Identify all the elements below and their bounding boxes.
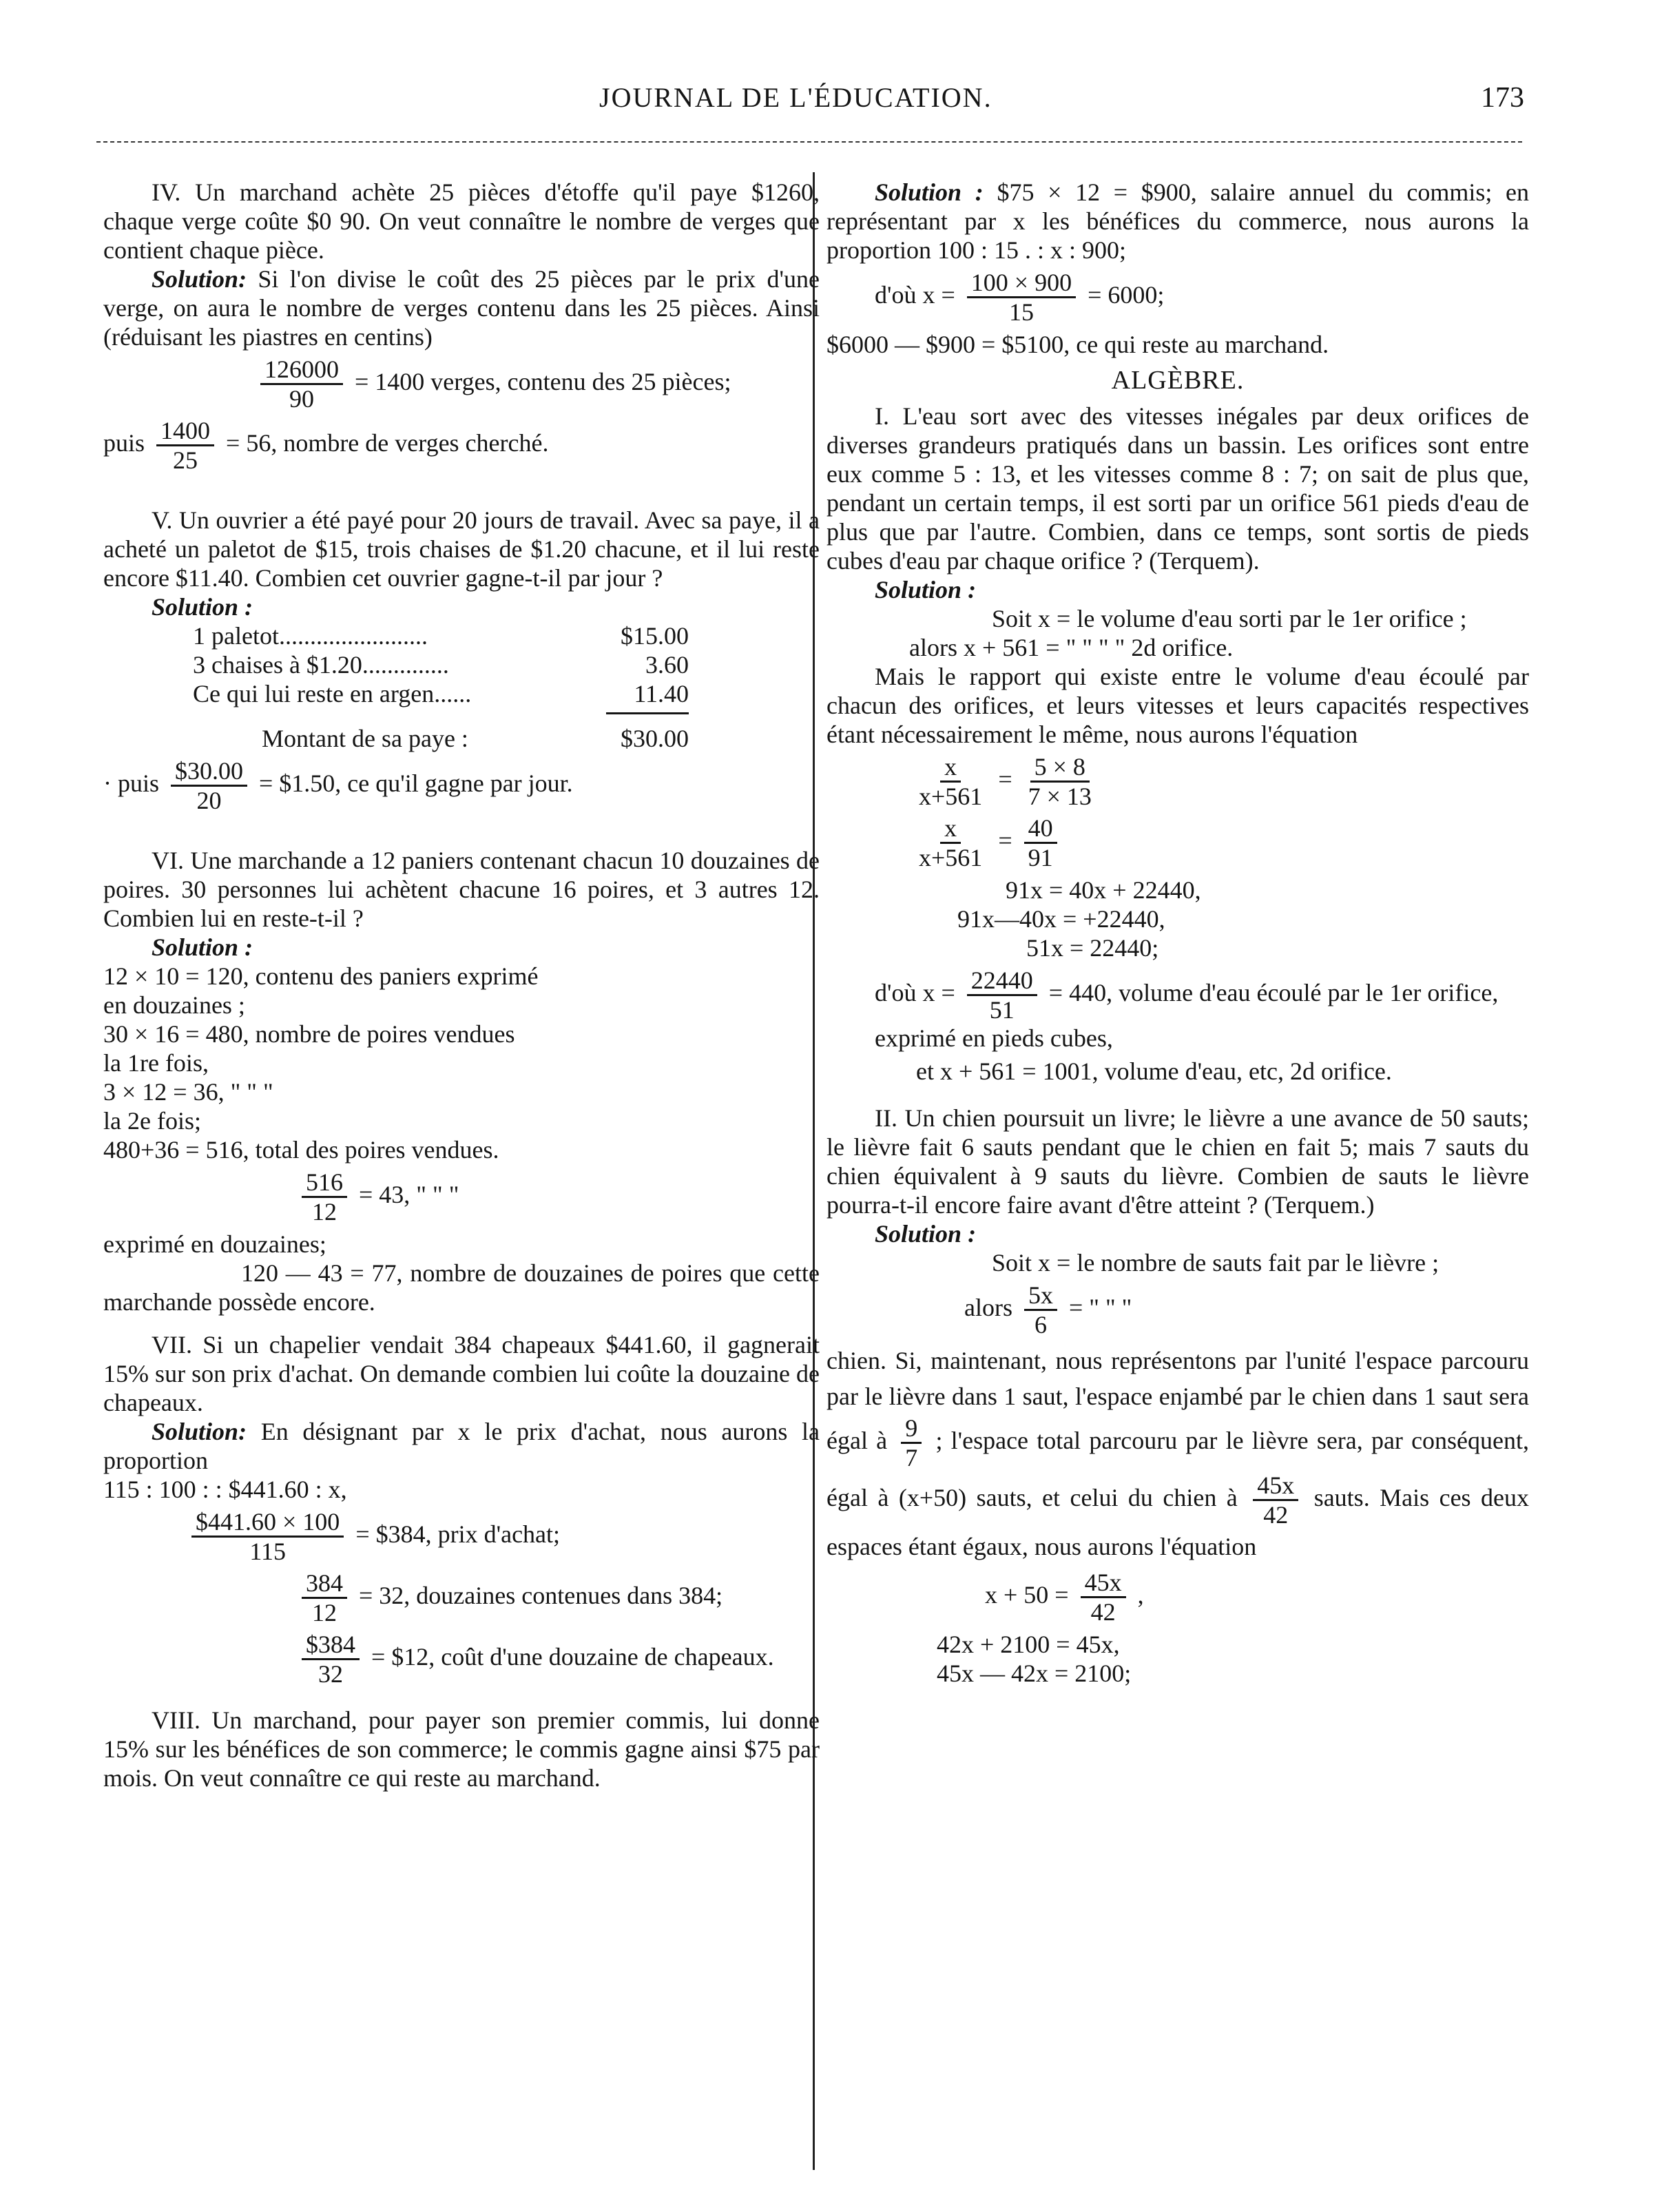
equation-text: = $12, coût d'une douzaine de chapeaux. xyxy=(371,1642,774,1671)
denominator: 115 xyxy=(249,1538,286,1565)
explanation-text: chien. Si, maintenant, nous représentons par l'unité l'espace parcouru par le lièvre dans 1 saut, l'espace enjambé par le chien dans 1 saut sera égal à xyxy=(826,1347,1529,1454)
calc-line: et x + 561 = 1001, volume d'eau, etc, 2d orifice. xyxy=(916,1057,1392,1085)
algebra-problem-2: II. Un chien poursuit un livre; le lièvre a une avance de 50 sauts; le lièvre fait 6 sauts pendant que le chien en fait 5; mais 7 sauts du chien équivalent à 9 sauts du lièvre. Combien de sauts le lièvre pourra-t-il encore faire avant d'être atteint ? (Terquem.) xyxy=(826,1104,1529,1219)
numerator: 516 xyxy=(302,1168,347,1198)
algebra-1-explanation: Mais le rapport qui existe entre le volume d'eau écoulé par chacun des orifices, et leurs vitesses et leurs capacités respectives étant nécessairement le même, nous aurons l'équation xyxy=(826,663,1529,748)
explanation-text: ; l'espace total parcouru par le lièvre sera, par conséquent, égal à (x+50) sauts, et celui du chien à xyxy=(826,1426,1530,1511)
calc-line: Soit x = le nombre de sauts fait par le lièvre ; xyxy=(992,1249,1439,1276)
equation xyxy=(909,814,1529,871)
fraction xyxy=(260,355,343,413)
calc-line: 45x — 42x = 2100; xyxy=(937,1660,1132,1687)
denominator: 51 xyxy=(989,996,1015,1024)
expense-total-row xyxy=(193,724,689,753)
numerator: $441.60 × 100 xyxy=(191,1508,344,1538)
equation-prefix: puis xyxy=(103,428,145,457)
calc-line: exprimé en douzaines; xyxy=(103,1230,326,1258)
solution-label: Solution : xyxy=(875,1220,977,1248)
problem-6: VI. Une marchande a 12 paniers contenant chacun 10 douzaines de poires. 30 personnes lui achètent chacune 16 poires, et 3 autres 12. Combien lui en reste-t-il ? xyxy=(103,847,820,932)
equation-text: = $384, prix d'achat; xyxy=(355,1520,561,1548)
expense-row xyxy=(193,621,689,650)
calc-line: 3 × 12 = 36, " " " xyxy=(103,1078,273,1106)
expense-value: $15.00 xyxy=(621,622,689,650)
expense-table xyxy=(193,621,689,753)
equation-text: = 6000; xyxy=(1088,280,1165,309)
equation-text: = 56, nombre de verges cherché. xyxy=(226,428,549,457)
solution-text: Si l'on divise le coût des 25 pièces par le prix d'une verge, on aura le nombre de verges contenu dans les 25 pièces. Ainsi (réduisant les piastres en centins) xyxy=(103,265,820,351)
fraction xyxy=(1081,1569,1126,1626)
equation-prefix: alors xyxy=(964,1293,1012,1321)
fraction xyxy=(1253,1471,1298,1529)
problem-5: V. Un ouvrier a été payé pour 20 jours de travail. Avec sa paye, il a acheté un paletot de $15, trois chaises de $1.20 chacune, et il lui reste encore $11.40. Combien cet ouvrier gagne-t-il par jour ? xyxy=(103,506,820,592)
algebra-1-solution-label xyxy=(826,575,1529,604)
calc-line: alors x + 561 = " " " " 2d orifice. xyxy=(909,634,1234,661)
equation-text: = $1.50, ce qu'il gagne par jour. xyxy=(259,769,573,797)
equation xyxy=(875,967,1529,1053)
equation xyxy=(255,355,820,413)
expense-value: 11.40 xyxy=(634,680,689,707)
equation xyxy=(985,1569,1529,1626)
page-number: 173 xyxy=(1481,82,1524,114)
fraction xyxy=(302,1168,347,1226)
explanation-text: sauts. Mais ces deux espaces étant égaux, nous aurons l'équation xyxy=(826,1483,1530,1560)
equation-prefix: · puis xyxy=(103,769,159,797)
problem-7: VII. Si un chapelier vendait 384 chapeaux $441.60, il gagnerait 15% sur son prix d'achat. On demande combien lui coûte la douzaine de chapeaux. xyxy=(103,1331,820,1416)
total-label: Montant de sa paye : xyxy=(262,725,468,752)
numerator: 9 xyxy=(901,1414,922,1444)
denominator: 32 xyxy=(318,1660,343,1688)
solution-label: Solution: xyxy=(152,265,247,293)
calc-line: en douzaines ; xyxy=(103,991,245,1019)
solution-label: Solution : xyxy=(152,593,253,621)
equation-prefix: d'où x = xyxy=(875,978,955,1006)
equation-text: = 43, " " " xyxy=(359,1180,459,1208)
sum-rule xyxy=(606,712,689,724)
right-column xyxy=(826,178,1529,1688)
header-rule xyxy=(96,141,1522,143)
problem-5-solution-label xyxy=(103,592,820,621)
journal-title: JOURNAL DE L'ÉDUCATION. xyxy=(599,82,992,113)
calc-line: 480+36 = 516, total des poires vendues. xyxy=(103,1136,499,1164)
solution-label: Solution : xyxy=(875,576,977,603)
fraction xyxy=(967,269,1076,326)
left-column xyxy=(103,178,820,1792)
equals-sign: = xyxy=(998,826,1012,854)
problem-6-solution-label xyxy=(103,933,820,962)
equation xyxy=(186,1508,820,1565)
fraction xyxy=(191,1508,344,1565)
numerator: 22440 xyxy=(967,967,1037,996)
expense-value: 3.60 xyxy=(645,651,689,679)
problem-8: VIII. Un marchand, pour payer son premier commis, lui donne 15% sur les bénéfices de son commerce; le commis gagne ainsi $75 par mois. On veut connaître ce qui reste au marchand. xyxy=(103,1706,820,1792)
solution-label: Solution : xyxy=(875,178,984,206)
expense-label: 3 chaises à $1.20.............. xyxy=(193,651,449,679)
denominator: 6 xyxy=(1034,1311,1047,1338)
solution-label: Solution : xyxy=(152,933,253,961)
fraction xyxy=(901,1414,922,1471)
equation xyxy=(296,1631,820,1688)
problem-4: IV. Un marchand achète 25 pièces d'étoffe qu'il paye $1260, chaque verge coûte $0 90. On veut connaître le nombre de verges que contient chaque pièce. xyxy=(103,178,820,264)
calc-line: 12 × 10 = 120, contenu des paniers exprimé xyxy=(103,962,539,990)
equation-prefix: d'où x = xyxy=(875,280,955,309)
total-value: $30.00 xyxy=(621,725,689,752)
denominator: 20 xyxy=(196,787,222,814)
expense-row xyxy=(193,679,689,708)
numerator: 40 xyxy=(1024,814,1057,844)
equation-text: = 440, volume d'eau écoulé par le 1er orifice, exprimé en pieds cubes, xyxy=(875,978,1499,1052)
numerator: x xyxy=(940,814,961,844)
numerator: 45x xyxy=(1081,1569,1126,1598)
calc-line: $6000 — $900 = $5100, ce qui reste au marchand. xyxy=(826,331,1329,358)
algebra-problem-1: I. L'eau sort avec des vitesses inégales par deux orifices de diverses grandeurs pratiqués dans un bassin. Les orifices sont entre eux comme 5 : 13, et les vitesses comme 8 : 7; on sait de plus que, pendant un certain temps, il est sorti par un orifice 561 pieds d'eau de plus que par l'autre. Combien, dans ce temps, sont sortis de pieds cubes d'eau par chaque orifice ? (Terquem). xyxy=(826,402,1529,575)
calc-line: 42x + 2100 = 45x, xyxy=(937,1631,1120,1658)
problem-8-solution xyxy=(826,178,1529,265)
equation-text: = " " " xyxy=(1068,1293,1132,1321)
numerator: x xyxy=(940,753,961,783)
equation-suffix: , xyxy=(1137,1580,1144,1609)
fraction xyxy=(1024,753,1096,810)
equation-prefix: x + 50 = xyxy=(985,1580,1069,1609)
fraction xyxy=(1024,1281,1057,1338)
equation xyxy=(964,1281,1529,1338)
calc-line: la 2e fois; xyxy=(103,1107,201,1135)
numerator: 5 × 8 xyxy=(1030,753,1090,783)
expense-label: Ce qui lui reste en argen...... xyxy=(193,680,472,707)
numerator: 384 xyxy=(302,1569,347,1599)
numerator: 126000 xyxy=(260,355,343,385)
fraction xyxy=(302,1631,360,1688)
algebra-2-solution-label xyxy=(826,1219,1529,1248)
denominator: 90 xyxy=(289,385,314,413)
numerator: 5x xyxy=(1024,1281,1057,1311)
fraction xyxy=(1024,814,1057,871)
fraction xyxy=(967,967,1037,1024)
calc-line: Soit x = le volume d'eau sorti par le 1er orifice ; xyxy=(992,605,1467,632)
calc-line: 51x = 22440; xyxy=(1026,934,1159,962)
algebra-2-explanation xyxy=(826,1343,1529,1564)
numerator: 100 × 900 xyxy=(967,269,1076,298)
equals-sign: = xyxy=(998,765,1012,793)
denominator: 12 xyxy=(312,1599,337,1626)
expense-label: 1 paletot........................ xyxy=(193,622,428,650)
section-heading-algebra: ALGÈBRE. xyxy=(1111,366,1245,395)
denominator: 91 xyxy=(1028,844,1053,871)
equation xyxy=(296,1168,820,1226)
equation xyxy=(296,1569,820,1626)
denominator: 7 × 13 xyxy=(1028,783,1092,810)
denominator: 12 xyxy=(312,1198,337,1226)
calc-line: 30 × 16 = 480, nombre de poires vendues xyxy=(103,1020,515,1048)
calc-line: 120 — 43 = 77, nombre de douzaines de poires que cette marchande possède encore. xyxy=(103,1259,820,1316)
calc-line: 91x = 40x + 22440, xyxy=(1006,876,1201,904)
fraction xyxy=(156,417,214,474)
fraction xyxy=(302,1569,347,1626)
problem-7-solution xyxy=(103,1417,820,1475)
denominator: x+561 xyxy=(919,844,983,871)
fraction xyxy=(171,757,247,814)
denominator: 42 xyxy=(1263,1501,1289,1529)
fraction xyxy=(915,814,986,871)
numerator: 45x xyxy=(1253,1471,1298,1501)
equation-text: = 1400 verges, contenu des 25 pièces; xyxy=(355,367,731,395)
numerator: $384 xyxy=(302,1631,360,1660)
solution-label: Solution: xyxy=(152,1418,247,1445)
denominator: 42 xyxy=(1090,1598,1116,1626)
solution-text: En désignant par x le prix d'achat, nous aurons la proportion xyxy=(103,1418,820,1474)
problem-4-solution xyxy=(103,265,820,351)
calc-line: la 1re fois, xyxy=(103,1049,209,1077)
denominator: x+561 xyxy=(919,783,983,810)
equation xyxy=(875,269,1529,326)
denominator: 7 xyxy=(905,1444,918,1471)
solution-text: $75 × 12 = $900, salaire annuel du commis; en représentant par x les bénéfices du commerce, nous aurons la proportion 100 : 15 . : x : 900; xyxy=(826,178,1530,264)
equation xyxy=(103,417,820,474)
proportion: 115 : 100 : : $441.60 : x, xyxy=(103,1476,347,1503)
denominator: 25 xyxy=(173,446,198,474)
numerator: 1400 xyxy=(156,417,214,446)
fraction xyxy=(915,753,986,810)
equation-text: = 32, douzaines contenues dans 384; xyxy=(359,1581,723,1609)
denominator: 15 xyxy=(1008,298,1034,326)
calc-line: 91x—40x = +22440, xyxy=(957,905,1165,933)
equation xyxy=(909,753,1529,810)
equation xyxy=(103,757,820,814)
numerator: $30.00 xyxy=(171,757,247,787)
expense-row xyxy=(193,650,689,679)
